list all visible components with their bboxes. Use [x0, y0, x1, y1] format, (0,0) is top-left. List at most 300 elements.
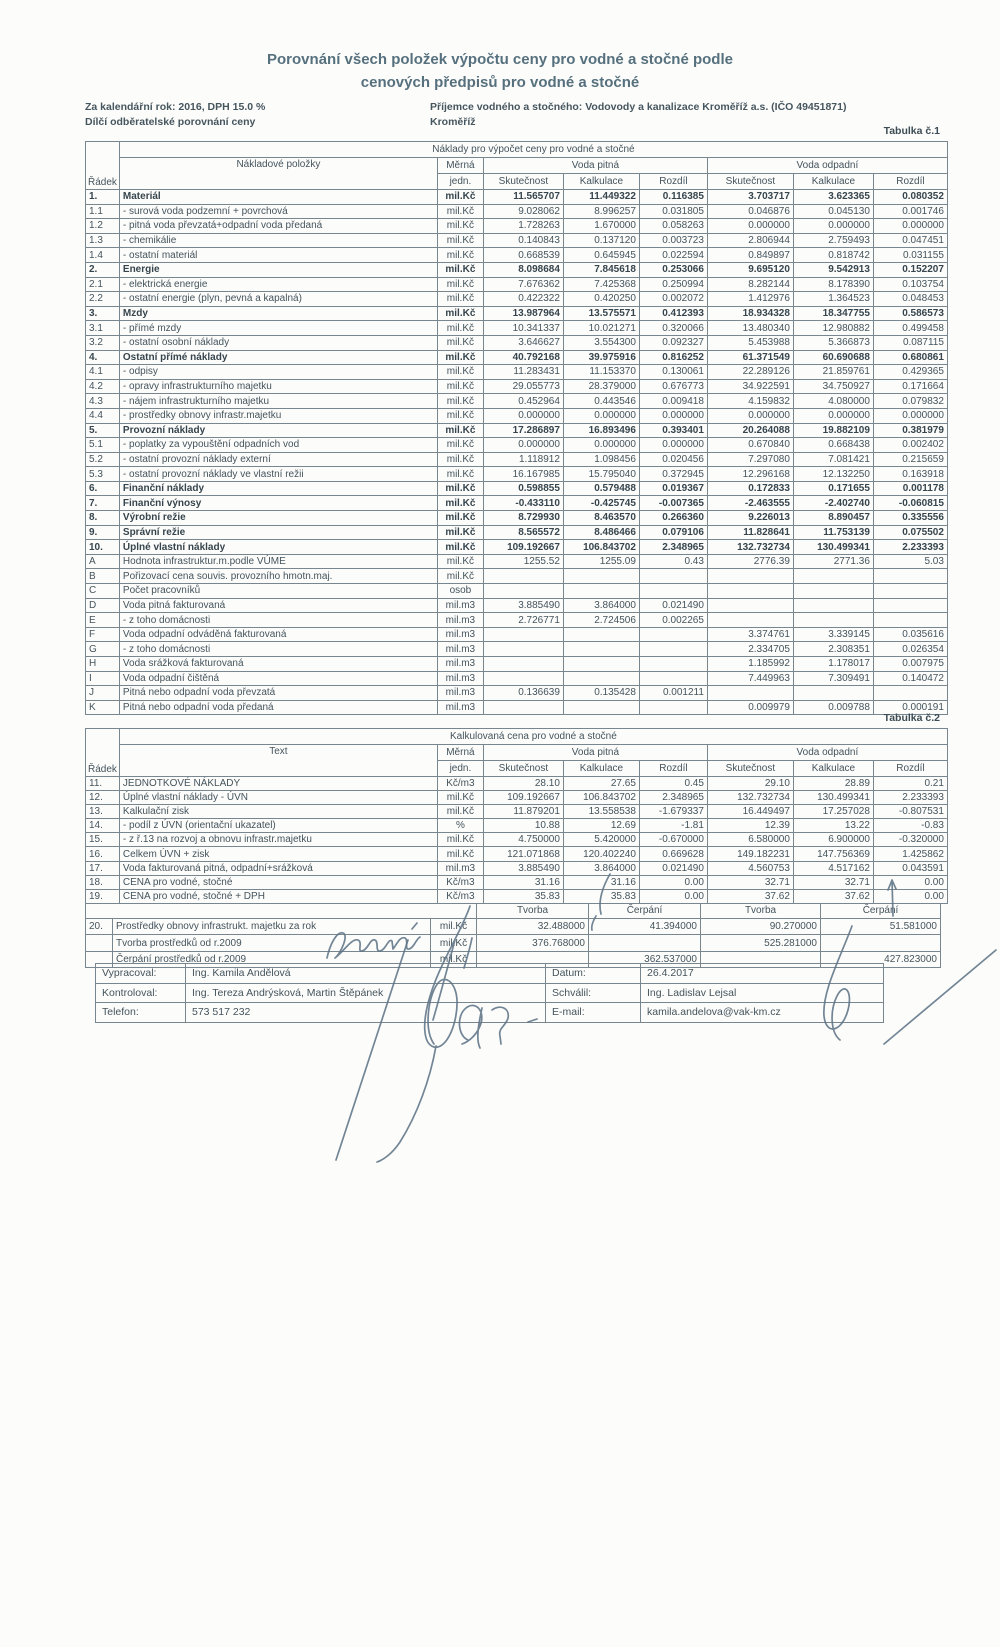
- row-number-cell: 5.2: [86, 452, 120, 467]
- row-label-cell: - odpisy: [119, 365, 437, 380]
- value-cell: 2771.36: [793, 554, 873, 569]
- value-cell: 17.286897: [483, 423, 563, 438]
- value-cell: 2.233393: [873, 791, 947, 805]
- unit-cell: mil.m3: [437, 686, 483, 701]
- row-number-cell: 14.: [86, 819, 120, 833]
- value-cell: 0.393401: [639, 423, 707, 438]
- value-cell: 8.098684: [483, 262, 563, 277]
- row-label-cell: - z toho domácnosti: [119, 613, 437, 628]
- value-cell: [563, 671, 639, 686]
- unit-cell: mil.Kč: [437, 511, 483, 526]
- value-cell: 3.864000: [563, 598, 639, 613]
- value-cell: 37.62: [707, 889, 793, 903]
- value-cell: 10.341337: [483, 321, 563, 336]
- value-cell: 13.987964: [483, 306, 563, 321]
- value-cell: 0.000000: [483, 438, 563, 453]
- value-cell: 1.728263: [483, 219, 563, 234]
- header-row: [86, 745, 948, 761]
- group-header-odpadni: Voda odpadní: [707, 158, 947, 174]
- value-cell: 0.000000: [639, 438, 707, 453]
- value-cell: 0.046876: [707, 204, 793, 219]
- value-cell: 27.65: [563, 777, 639, 791]
- unit-cell: mil.Kč: [437, 248, 483, 263]
- value-cell: 39.975916: [563, 350, 639, 365]
- footer-label: Kontroloval:: [96, 983, 186, 1003]
- value-cell: 0.579488: [563, 481, 639, 496]
- table-row: [86, 819, 948, 833]
- row-number-cell: 2.: [86, 262, 120, 277]
- value-cell: -1.679337: [639, 805, 707, 819]
- value-cell: [639, 569, 707, 584]
- value-cell: 35.83: [563, 889, 639, 903]
- value-cell: 31.16: [483, 875, 563, 889]
- value-cell: 2.348965: [639, 540, 707, 555]
- value-cell: 2.806944: [707, 233, 793, 248]
- row-number-cell: 15.: [86, 833, 120, 847]
- value-cell: [563, 657, 639, 672]
- column-header: Rozdíl: [873, 174, 947, 190]
- table-row: [86, 379, 948, 394]
- value-cell: [793, 569, 873, 584]
- row-number-cell: H: [86, 657, 120, 672]
- value-cell: 0.103754: [873, 277, 947, 292]
- value-cell: 6.580000: [707, 833, 793, 847]
- column-header: Skutečnost: [483, 174, 563, 190]
- table-row: [86, 233, 948, 248]
- value-cell: 2.334705: [707, 642, 793, 657]
- value-cell: 0.002072: [639, 292, 707, 307]
- value-cell: [639, 657, 707, 672]
- value-cell: [563, 642, 639, 657]
- table-row: [86, 277, 948, 292]
- unit-header2: jedn.: [437, 174, 483, 190]
- value-cell: 0.045130: [793, 204, 873, 219]
- value-cell: 28.379000: [563, 379, 639, 394]
- value-cell: 1.098456: [563, 452, 639, 467]
- value-cell: 0.172833: [707, 481, 793, 496]
- value-cell: [563, 700, 639, 715]
- value-cell: 29.10: [707, 777, 793, 791]
- unit-cell: mil.Kč: [437, 350, 483, 365]
- value-cell: 5.453988: [707, 335, 793, 350]
- value-cell: 0.075502: [873, 525, 947, 540]
- value-cell: 0.452964: [483, 394, 563, 409]
- row-label-cell: Ostatní přímé náklady: [119, 350, 437, 365]
- value-cell: 0.000000: [793, 408, 873, 423]
- unit-cell: mil.Kč: [437, 394, 483, 409]
- value-cell: 4.080000: [793, 394, 873, 409]
- table-body: [86, 190, 948, 715]
- row-number-cell: 12.: [86, 791, 120, 805]
- row-label-cell: - ostatní energie (plyn, pevná a kapalná): [119, 292, 437, 307]
- table-row: [86, 657, 948, 672]
- column-header: Čerpání: [589, 903, 701, 918]
- value-cell: 28.89: [793, 777, 873, 791]
- value-cell: 8.486466: [563, 525, 639, 540]
- value-cell: [589, 935, 701, 952]
- value-cell: 0.163918: [873, 467, 947, 482]
- value-cell: 21.859761: [793, 365, 873, 380]
- unit-cell: mil.Kč: [437, 569, 483, 584]
- row-label-cell: Finanční výnosy: [119, 496, 437, 511]
- value-cell: 120.402240: [563, 847, 639, 861]
- value-cell: 0.818742: [793, 248, 873, 263]
- value-cell: 4.560753: [707, 861, 793, 875]
- unit-cell: mil.Kč: [437, 438, 483, 453]
- unit-cell: mil.Kč: [437, 791, 483, 805]
- column-header: Tvorba: [701, 903, 821, 918]
- row-number-cell: 1.: [86, 190, 120, 205]
- unit-cell: osob: [437, 584, 483, 599]
- table-row: [86, 569, 948, 584]
- value-cell: 18.934328: [707, 306, 793, 321]
- value-cell: 11.565707: [483, 190, 563, 205]
- value-cell: 8.282144: [707, 277, 793, 292]
- value-cell: 0.43: [639, 554, 707, 569]
- value-cell: 2776.39: [707, 554, 793, 569]
- table-row: [86, 833, 948, 847]
- row-label-cell: - opravy infrastrukturního majetku: [119, 379, 437, 394]
- value-cell: 5.420000: [563, 833, 639, 847]
- value-cell: 3.885490: [483, 598, 563, 613]
- value-cell: 18.347755: [793, 306, 873, 321]
- value-cell: 9.028062: [483, 204, 563, 219]
- footer-label: Telefon:: [96, 1003, 186, 1023]
- value-cell: 2.233393: [873, 540, 947, 555]
- value-cell: 1.364523: [793, 292, 873, 307]
- value-cell: 7.449963: [707, 671, 793, 686]
- value-cell: 149.182231: [707, 847, 793, 861]
- value-cell: -0.433110: [483, 496, 563, 511]
- value-cell: 0.335556: [873, 511, 947, 526]
- row-label-cell: Správní režie: [119, 525, 437, 540]
- value-cell: 0.250994: [639, 277, 707, 292]
- table-row: [86, 598, 948, 613]
- unit-cell: %: [437, 819, 483, 833]
- table2-label: Tabulka č.2: [883, 712, 940, 724]
- value-cell: 15.795040: [563, 467, 639, 482]
- table1-label: Tabulka č.1: [883, 125, 940, 137]
- unit-cell: mil.Kč: [437, 277, 483, 292]
- value-cell: 2.724506: [563, 613, 639, 628]
- row-number-cell: 1.1: [86, 204, 120, 219]
- row-label-cell: Počet pracovníků: [119, 584, 437, 599]
- value-cell: 130.499341: [793, 540, 873, 555]
- value-cell: 7.676362: [483, 277, 563, 292]
- table-row: [86, 248, 948, 263]
- value-cell: 3.646627: [483, 335, 563, 350]
- column-header: Rozdíl: [639, 761, 707, 777]
- table-row: [86, 496, 948, 511]
- unit-cell: mil.Kč: [437, 467, 483, 482]
- unit-cell: mil.Kč: [437, 204, 483, 219]
- table-row: [86, 481, 948, 496]
- table-row: [86, 525, 948, 540]
- row-label-cell: - prostředky obnovy infrastr.majetku: [119, 408, 437, 423]
- table-row: [86, 686, 948, 701]
- header-row: [86, 729, 948, 745]
- value-cell: 0.130061: [639, 365, 707, 380]
- value-cell: 17.257028: [793, 805, 873, 819]
- value-cell: 11.153370: [563, 365, 639, 380]
- value-cell: 20.264088: [707, 423, 793, 438]
- value-cell: 16.449497: [707, 805, 793, 819]
- value-cell: 0.001178: [873, 481, 947, 496]
- value-cell: [563, 569, 639, 584]
- row-number-cell: 4.2: [86, 379, 120, 394]
- value-cell: 0.021490: [639, 861, 707, 875]
- value-cell: 0.000000: [707, 408, 793, 423]
- recipient-line: Příjemce vodného a stočného: Vodovody a kanalizace Kroměříž a.s. (IČO 49451871): [430, 101, 847, 113]
- value-cell: 35.83: [483, 889, 563, 903]
- reserve-funds-table: [85, 903, 941, 969]
- row-label-cell: Voda pitná fakturovaná: [119, 598, 437, 613]
- row-label-cell: Úplné vlastní náklady: [119, 540, 437, 555]
- value-cell: 0.000000: [793, 219, 873, 234]
- row-label-cell: - přímé mzdy: [119, 321, 437, 336]
- value-cell: 0.412393: [639, 306, 707, 321]
- footer-label: E-mail:: [546, 1003, 641, 1023]
- table-row: [86, 584, 948, 599]
- unit-header: Měrná: [437, 158, 483, 174]
- value-cell: 12.296168: [707, 467, 793, 482]
- value-cell: 0.669628: [639, 847, 707, 861]
- value-cell: 0.000000: [483, 408, 563, 423]
- unit-cell: mil.Kč: [437, 408, 483, 423]
- value-cell: -2.463555: [707, 496, 793, 511]
- row-number-cell: 4.: [86, 350, 120, 365]
- value-cell: 2.308351: [793, 642, 873, 657]
- value-cell: 8.729930: [483, 511, 563, 526]
- page-title-line1: Porovnání všech položek výpočtu ceny pro vodné a stočné podle: [267, 51, 733, 68]
- value-cell: -0.320000: [873, 833, 947, 847]
- table-span-header: Náklady pro výpočet ceny pro vodné a stočné: [119, 142, 947, 158]
- unit-cell: mil.Kč: [431, 918, 477, 935]
- value-cell: 0.022594: [639, 248, 707, 263]
- row-number-cell: 5.3: [86, 467, 120, 482]
- items-col-header: Nákladové položky: [119, 158, 437, 190]
- row-number-cell: 18.: [86, 875, 120, 889]
- value-cell: -0.425745: [563, 496, 639, 511]
- unit-cell: mil.Kč: [437, 805, 483, 819]
- value-cell: 0.079106: [639, 525, 707, 540]
- column-header: Tvorba: [477, 903, 589, 918]
- group-header-odpadni: Voda odpadní: [707, 745, 947, 761]
- value-cell: -0.807531: [873, 805, 947, 819]
- value-cell: 0.002265: [639, 613, 707, 628]
- value-cell: 0.009418: [639, 394, 707, 409]
- value-cell: 0.598855: [483, 481, 563, 496]
- value-cell: 11.283431: [483, 365, 563, 380]
- value-cell: 3.885490: [483, 861, 563, 875]
- footer-label: Vypracoval:: [96, 964, 186, 984]
- value-cell: 0.000000: [707, 219, 793, 234]
- row-label-cell: Finanční náklady: [119, 481, 437, 496]
- value-cell: 9.226013: [707, 511, 793, 526]
- value-cell: 0.135428: [563, 686, 639, 701]
- footer-value: Ing. Tereza Andrýsková, Martin Štěpánek: [186, 983, 546, 1003]
- value-cell: 0.420250: [563, 292, 639, 307]
- value-cell: 130.499341: [793, 791, 873, 805]
- value-cell: -0.83: [873, 819, 947, 833]
- value-cell: 4.159832: [707, 394, 793, 409]
- unit-cell: mil.m3: [437, 613, 483, 628]
- value-cell: 0.021490: [639, 598, 707, 613]
- table-row: [86, 321, 948, 336]
- table-row: [86, 204, 948, 219]
- row-number-cell: 5.1: [86, 438, 120, 453]
- value-cell: 5.366873: [793, 335, 873, 350]
- row-number-cell: 3.1: [86, 321, 120, 336]
- value-cell: [483, 569, 563, 584]
- unit-cell: mil.m3: [437, 642, 483, 657]
- value-cell: 1.118912: [483, 452, 563, 467]
- value-cell: [873, 569, 947, 584]
- value-cell: [483, 584, 563, 599]
- table-row: [86, 805, 948, 819]
- value-cell: 0.00: [873, 875, 947, 889]
- value-cell: 1255.52: [483, 554, 563, 569]
- value-cell: [639, 584, 707, 599]
- unit-cell: mil.Kč: [431, 935, 477, 952]
- reserve-body: [86, 918, 941, 968]
- row-label-cell: Energie: [119, 262, 437, 277]
- value-cell: 0.215659: [873, 452, 947, 467]
- row-label-cell: Voda srážková fakturovaná: [119, 657, 437, 672]
- value-cell: [873, 598, 947, 613]
- unit-cell: mil.Kč: [437, 379, 483, 394]
- value-cell: 106.843702: [563, 540, 639, 555]
- value-cell: 3.374761: [707, 627, 793, 642]
- unit-cell: mil.Kč: [437, 262, 483, 277]
- value-cell: [707, 613, 793, 628]
- value-cell: 0.645945: [563, 248, 639, 263]
- table-row: [96, 964, 884, 984]
- value-cell: 11.879201: [483, 805, 563, 819]
- row-number-cell: K: [86, 700, 120, 715]
- value-cell: 0.00: [639, 875, 707, 889]
- value-cell: 525.281000: [701, 935, 821, 952]
- value-cell: 0.031805: [639, 204, 707, 219]
- value-cell: 22.289126: [707, 365, 793, 380]
- value-cell: 8.890457: [793, 511, 873, 526]
- row-number-cell: I: [86, 671, 120, 686]
- row-label-cell: - pitná voda převzatá+odpadní voda předaná: [119, 219, 437, 234]
- table-row: [96, 1003, 884, 1023]
- row-number-cell: C: [86, 584, 120, 599]
- column-header: Kalkulace: [793, 761, 873, 777]
- price-table-wrap: [85, 728, 948, 968]
- row-number-cell: 19.: [86, 889, 120, 903]
- value-cell: 12.39: [707, 819, 793, 833]
- value-cell: 0.000000: [563, 438, 639, 453]
- row-number-cell: 17.: [86, 861, 120, 875]
- value-cell: 0.116385: [639, 190, 707, 205]
- unit-cell: mil.Kč: [437, 292, 483, 307]
- value-cell: 0.137120: [563, 233, 639, 248]
- row-label-cell: - z ř.13 na rozvoj a obnovu infrastr.majetku: [119, 833, 437, 847]
- row-col-header: Řádek: [86, 729, 120, 777]
- value-cell: [563, 627, 639, 642]
- row-label-cell: Výrobní režie: [119, 511, 437, 526]
- value-cell: [707, 686, 793, 701]
- row-label-cell: - elektrická energie: [119, 277, 437, 292]
- value-cell: 2.348965: [639, 791, 707, 805]
- row-label-cell: - ostatní provozní náklady ve vlastní režii: [119, 467, 437, 482]
- value-cell: 0.680861: [873, 350, 947, 365]
- value-cell: 0.443546: [563, 394, 639, 409]
- footer-value: 26.4.2017: [641, 964, 884, 984]
- unit-cell: mil.m3: [437, 598, 483, 613]
- value-cell: 7.845618: [563, 262, 639, 277]
- meta-left-block: [85, 100, 265, 130]
- unit-cell: mil.Kč: [437, 525, 483, 540]
- row-number-cell: J: [86, 686, 120, 701]
- value-cell: 0.676773: [639, 379, 707, 394]
- unit-cell: mil.Kč: [437, 423, 483, 438]
- value-cell: 0.00: [873, 889, 947, 903]
- footer-value: Ing. Kamila Andělová: [186, 964, 546, 984]
- row-label-cell: Čerpání prostředků od r.2009: [113, 951, 431, 968]
- value-cell: -2.402740: [793, 496, 873, 511]
- value-cell: 0.849897: [707, 248, 793, 263]
- column-header: Skutečnost: [483, 761, 563, 777]
- value-cell: 0.136639: [483, 686, 563, 701]
- row-label-cell: - chemikálie: [119, 233, 437, 248]
- value-cell: 0.020456: [639, 452, 707, 467]
- table-row: [86, 452, 948, 467]
- row-number-cell: 13.: [86, 805, 120, 819]
- value-cell: 3.554300: [563, 335, 639, 350]
- unit-cell: mil.m3: [437, 861, 483, 875]
- value-cell: 32.71: [707, 875, 793, 889]
- value-cell: 0.140472: [873, 671, 947, 686]
- unit-cell: mil.Kč: [437, 335, 483, 350]
- column-header: Čerpání: [821, 903, 941, 918]
- value-cell: 7.425368: [563, 277, 639, 292]
- row-label-cell: Provozní náklady: [119, 423, 437, 438]
- table-row: [86, 365, 948, 380]
- value-cell: 1.425862: [873, 847, 947, 861]
- value-cell: 3.703717: [707, 190, 793, 205]
- value-cell: 11.753139: [793, 525, 873, 540]
- page-title-line2: cenových předpisů pro vodné a stočné: [360, 74, 640, 91]
- row-number-cell: 9.: [86, 525, 120, 540]
- value-cell: [639, 642, 707, 657]
- row-label-cell: - ostatní materiál: [119, 248, 437, 263]
- table-row: [86, 627, 948, 642]
- row-number-cell: B: [86, 569, 120, 584]
- row-label-cell: Hodnota infrastruktur.m.podle VÚME: [119, 554, 437, 569]
- row-label-cell: Pořizovací cena souvis. provozního hmotn.maj.: [119, 569, 437, 584]
- value-cell: 8.996257: [563, 204, 639, 219]
- value-cell: 16.167985: [483, 467, 563, 482]
- value-cell: 1.670000: [563, 219, 639, 234]
- unit-cell: mil.Kč: [437, 833, 483, 847]
- table-row: [86, 262, 948, 277]
- row-label-cell: Pitná nebo odpadní voda převzatá: [119, 686, 437, 701]
- value-cell: 32.488000: [477, 918, 589, 935]
- unit-cell: mil.Kč: [437, 190, 483, 205]
- unit-cell: mil.Kč: [437, 365, 483, 380]
- value-cell: 0.007975: [873, 657, 947, 672]
- row-label-cell: JEDNOTKOVÉ NÁKLADY: [119, 777, 437, 791]
- value-cell: 427.823000: [821, 951, 941, 968]
- value-cell: 3.339145: [793, 627, 873, 642]
- row-number-cell: A: [86, 554, 120, 569]
- row-number-cell: 10.: [86, 540, 120, 555]
- table-row: [86, 350, 948, 365]
